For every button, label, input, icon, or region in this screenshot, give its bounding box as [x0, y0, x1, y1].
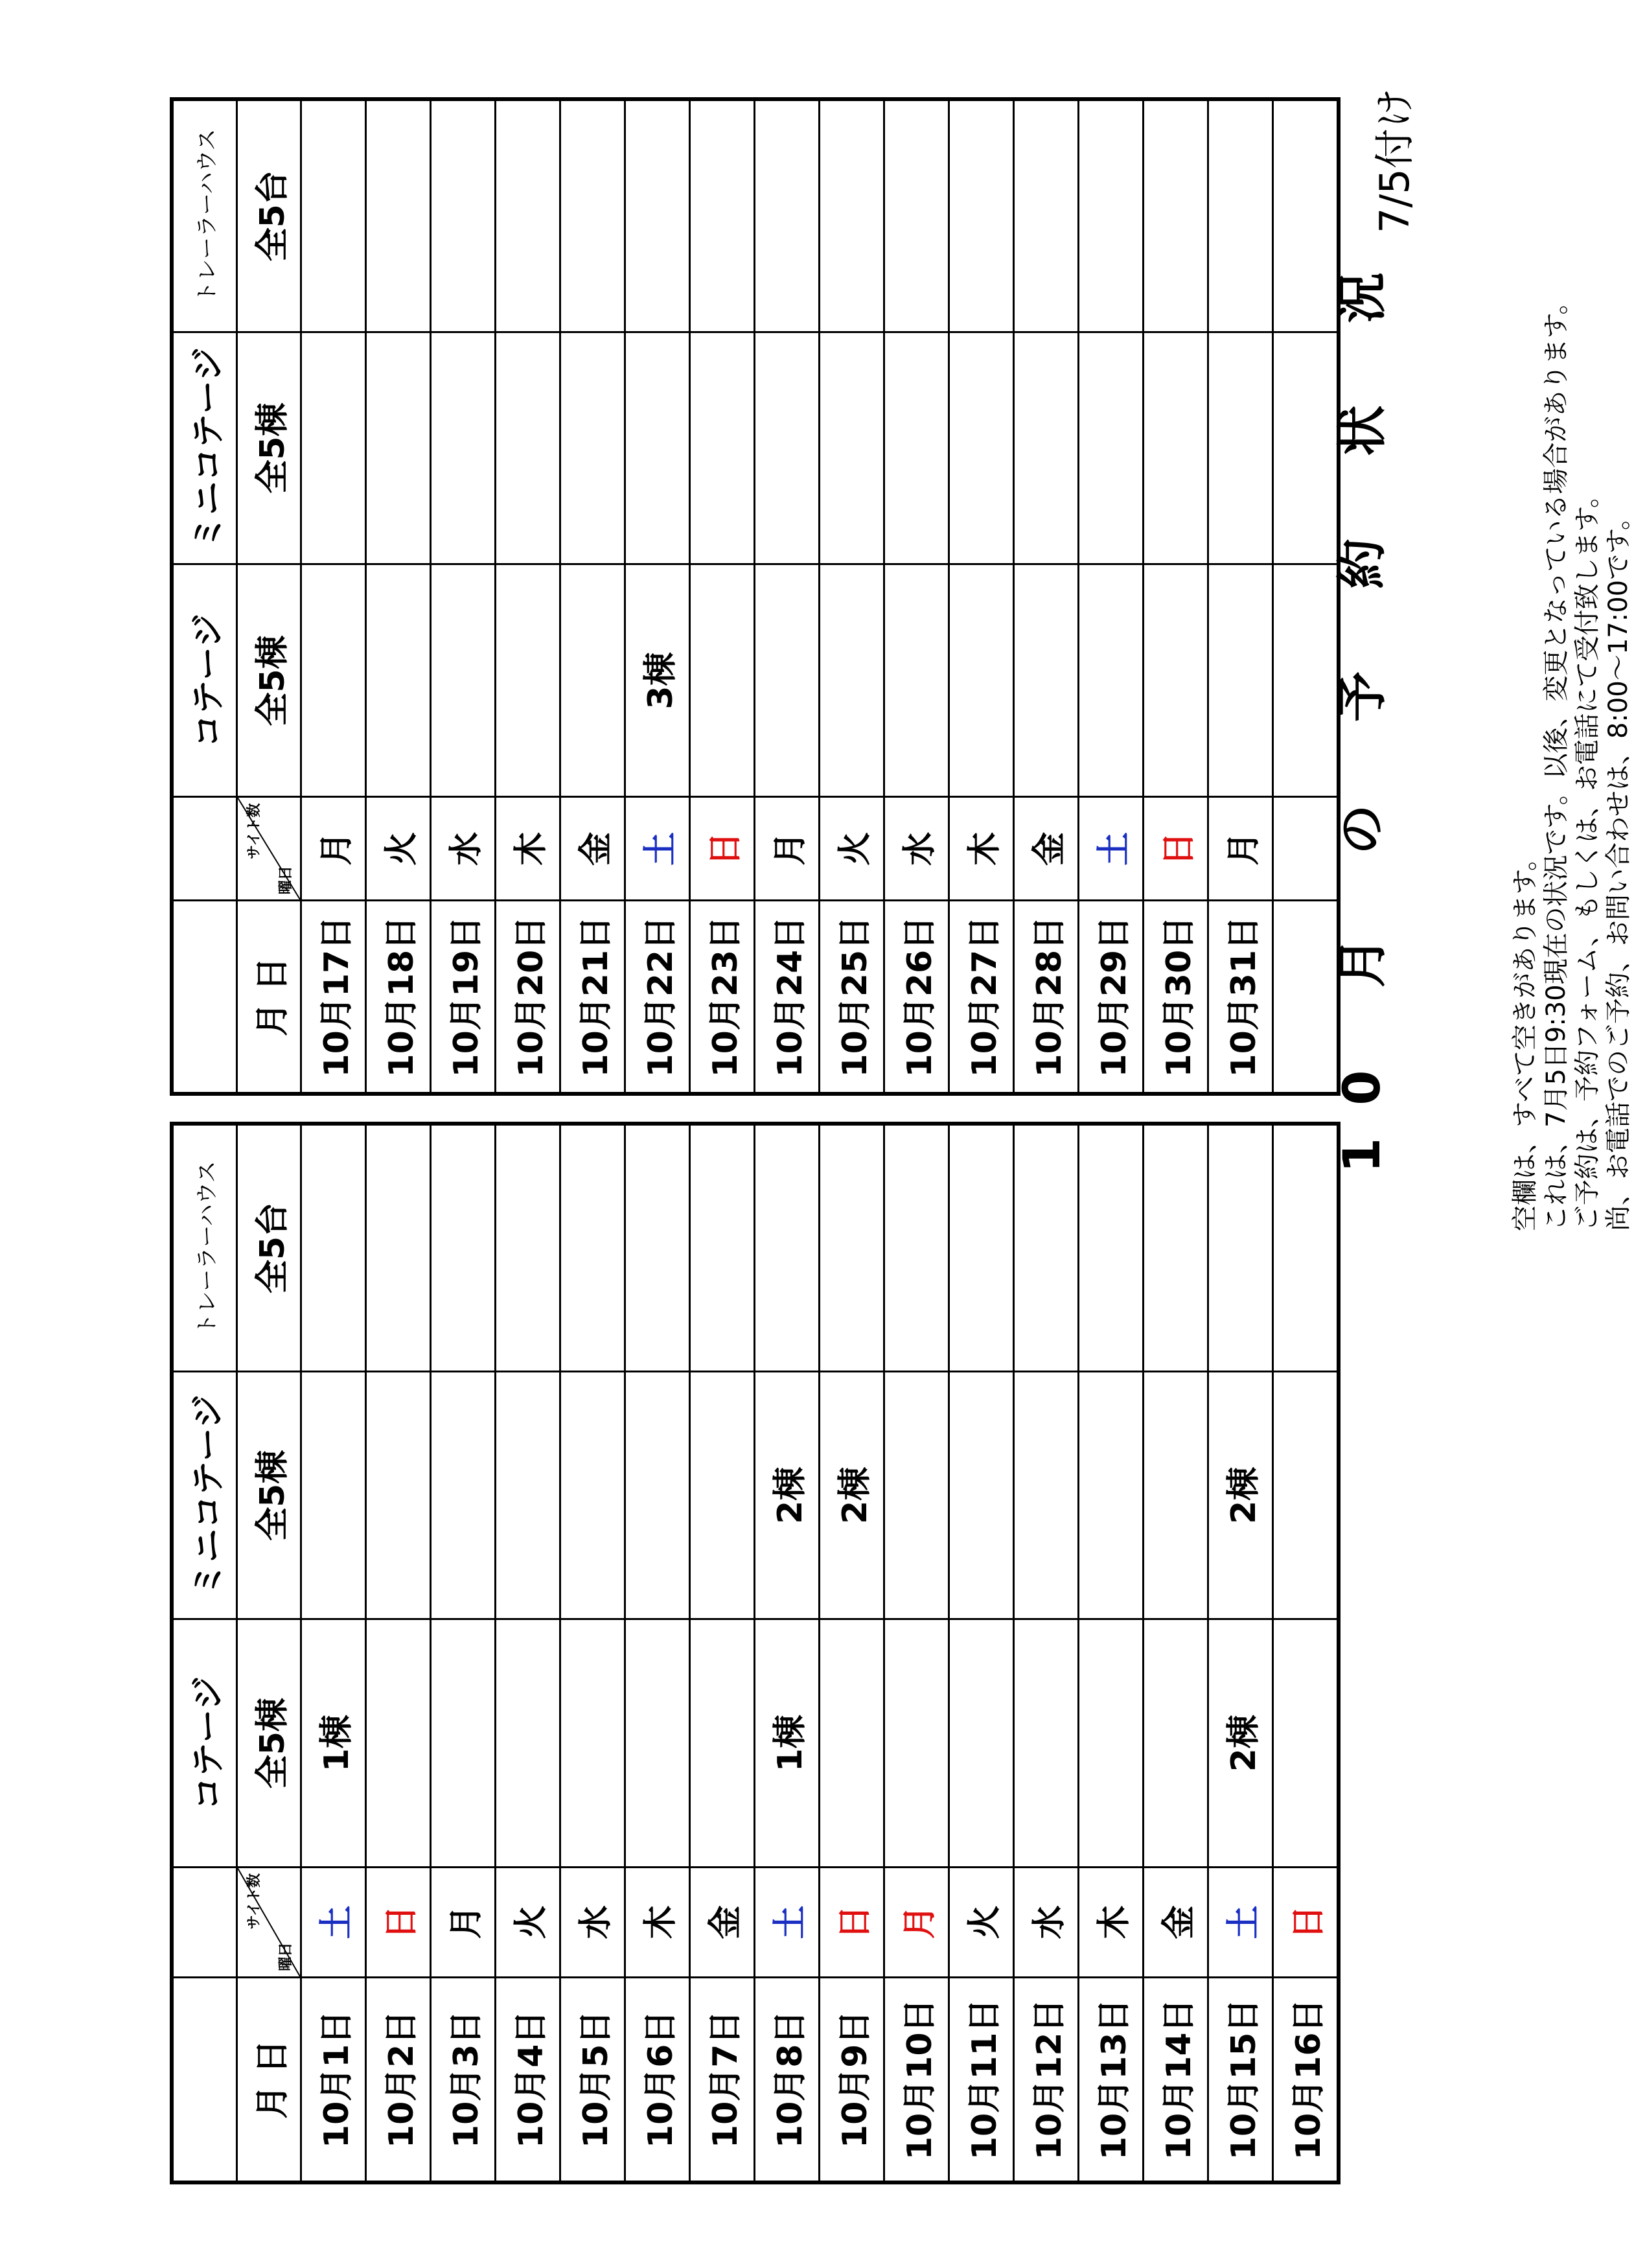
table-row: [431, 1124, 496, 2182]
mini-cottage-availability-cell: [949, 332, 1014, 564]
total-trailer-house: 全5台: [237, 99, 301, 332]
diagonal-header-cell: [237, 797, 301, 901]
table-row: [496, 99, 560, 1094]
table-row: [366, 99, 431, 1094]
cottage-availability-cell: [1079, 564, 1144, 797]
weekday-cell: 火: [496, 1867, 560, 1977]
cottage-availability-cell: [1273, 564, 1339, 797]
mini-cottage-availability-cell: [560, 1372, 625, 1619]
diagonal-header-cell: [237, 1867, 301, 1977]
header-blank: [172, 1977, 237, 2182]
table-row: [1144, 1124, 1208, 2182]
date-cell: 10月11日: [949, 1977, 1014, 2182]
table-row: [949, 99, 1014, 1094]
trailer-availability-cell: [884, 99, 949, 332]
header-blank: [172, 797, 237, 901]
mini-cottage-availability-cell: 2棟: [755, 1372, 820, 1619]
dow-label: 曜日: [278, 866, 294, 895]
date-cell: 10月23日: [690, 901, 755, 1094]
weekday-cell: 月: [1208, 797, 1273, 901]
table-row: [820, 99, 884, 1094]
trailer-availability-cell: [1273, 99, 1339, 332]
date-cell: [1273, 901, 1339, 1094]
mini-cottage-availability-cell: [496, 1372, 560, 1619]
table-row: [301, 1124, 366, 2182]
cottage-availability-cell: [690, 1619, 755, 1867]
cottage-availability-cell: [431, 1619, 496, 1867]
sites-label: サイト数: [246, 803, 262, 859]
mini-cottage-availability-cell: [884, 1372, 949, 1619]
page-title: 10 月 の 予 約 状 況: [1333, 240, 1392, 1173]
trailer-availability-cell: [1208, 1124, 1273, 1372]
trailer-availability-cell: [431, 99, 496, 332]
header-row-totals: [237, 99, 301, 1094]
trailer-availability-cell: [755, 1124, 820, 1372]
table-row: [1208, 99, 1273, 1094]
mini-cottage-availability-cell: [496, 332, 560, 564]
trailer-availability-cell: [625, 1124, 690, 1372]
date-cell: 10月18日: [366, 901, 431, 1094]
date-cell: 10月28日: [1014, 901, 1079, 1094]
date-cell: 10月9日: [820, 1977, 884, 2182]
header-blank: [172, 1867, 237, 1977]
mini-cottage-availability-cell: [1014, 1372, 1079, 1619]
cottage-availability-cell: [560, 564, 625, 797]
date-cell: 10月8日: [755, 1977, 820, 2182]
cottage-availability-cell: [496, 1619, 560, 1867]
mini-cottage-availability-cell: 2棟: [820, 1372, 884, 1619]
schedule-table-left: [170, 1122, 1341, 2184]
weekday-cell: [1273, 797, 1339, 901]
weekday-cell: 土: [1208, 1867, 1273, 1977]
table-row: [1014, 1124, 1079, 2182]
table-row: [560, 1124, 625, 2182]
date-cell: 10月10日: [884, 1977, 949, 2182]
date-cell: 10月30日: [1144, 901, 1208, 1094]
mini-cottage-availability-cell: [884, 332, 949, 564]
table-row: [1144, 99, 1208, 1094]
cottage-availability-cell: [1273, 1619, 1339, 1867]
trailer-availability-cell: [1144, 1124, 1208, 1372]
table-row: [884, 1124, 949, 2182]
date-cell: 10月4日: [496, 1977, 560, 2182]
weekday-cell: 木: [496, 797, 560, 901]
trailer-availability-cell: [1208, 99, 1273, 332]
type-header-trailer-house: トレーラーハウス: [172, 99, 237, 332]
table-row: [755, 99, 820, 1094]
trailer-availability-cell: [301, 99, 366, 332]
header-row-names: [172, 1124, 237, 2182]
table-row: [755, 1124, 820, 2182]
date-cell: 10月24日: [755, 901, 820, 1094]
mini-cottage-availability-cell: [1273, 1372, 1339, 1619]
mini-cottage-availability-cell: [755, 332, 820, 564]
cottage-availability-cell: [1144, 1619, 1208, 1867]
weekday-cell: 木: [949, 797, 1014, 901]
note-line: 空欄は、すべて空きがあります。: [1510, 845, 1540, 1231]
trailer-availability-cell: [496, 1124, 560, 1372]
date-cell: 10月1日: [301, 1977, 366, 2182]
trailer-availability-cell: [690, 1124, 755, 1372]
date-cell: 10月25日: [820, 901, 884, 1094]
date-cell: 10月29日: [1079, 901, 1144, 1094]
cottage-availability-cell: [1014, 1619, 1079, 1867]
total-cottage: 全5棟: [237, 1619, 301, 1867]
trailer-availability-cell: [366, 1124, 431, 1372]
table-row: [625, 99, 690, 1094]
table-row: [1014, 99, 1079, 1094]
date-cell: 10月6日: [625, 1977, 690, 2182]
trailer-availability-cell: [560, 99, 625, 332]
mini-cottage-availability-cell: [366, 1372, 431, 1619]
table-row: [1079, 1124, 1144, 2182]
cottage-availability-cell: [949, 564, 1014, 797]
table-row: [690, 99, 755, 1094]
weekday-cell: 水: [1014, 1867, 1079, 1977]
cottage-availability-cell: [366, 1619, 431, 1867]
weekday-cell: 金: [1144, 1867, 1208, 1977]
weekday-cell: 木: [1079, 1867, 1144, 1977]
mini-cottage-availability-cell: [1273, 332, 1339, 564]
mini-cottage-availability-cell: [1144, 332, 1208, 564]
weekday-cell: 月: [301, 797, 366, 901]
date-cell: 10月15日: [1208, 1977, 1273, 2182]
table-row: [884, 99, 949, 1094]
total-mini-cottage: 全5棟: [237, 332, 301, 564]
mini-cottage-availability-cell: [690, 1372, 755, 1619]
mini-cottage-availability-cell: [366, 332, 431, 564]
mini-cottage-availability-cell: 2棟: [1208, 1372, 1273, 1619]
date-label: 7/5付け: [1371, 88, 1418, 233]
date-cell: 10月3日: [431, 1977, 496, 2182]
weekday-cell: 金: [560, 797, 625, 901]
date-cell: 10月14日: [1144, 1977, 1208, 2182]
weekday-cell: 日: [690, 797, 755, 901]
header-row-names: [172, 99, 237, 1094]
weekday-cell: 月: [755, 797, 820, 901]
weekday-cell: 土: [1079, 797, 1144, 901]
trailer-availability-cell: [625, 99, 690, 332]
cottage-availability-cell: 1棟: [755, 1619, 820, 1867]
weekday-cell: 月: [884, 1867, 949, 1977]
trailer-availability-cell: [949, 99, 1014, 332]
cottage-availability-cell: [1144, 564, 1208, 797]
cottage-availability-cell: 3棟: [625, 564, 690, 797]
trailer-availability-cell: [1079, 1124, 1144, 1372]
date-cell: 10月17日: [301, 901, 366, 1094]
cottage-availability-cell: [884, 1619, 949, 1867]
date-cell: 10月26日: [884, 901, 949, 1094]
date-column-header: 月 日: [237, 901, 301, 1094]
mini-cottage-availability-cell: [431, 1372, 496, 1619]
mini-cottage-availability-cell: [690, 332, 755, 564]
date-cell: 10月5日: [560, 1977, 625, 2182]
mini-cottage-availability-cell: [1079, 1372, 1144, 1619]
date-cell: 10月16日: [1273, 1977, 1339, 2182]
trailer-availability-cell: [1014, 1124, 1079, 1372]
cottage-availability-cell: [366, 564, 431, 797]
mini-cottage-availability-cell: [625, 1372, 690, 1619]
mini-cottage-availability-cell: [301, 332, 366, 564]
date-cell: 10月13日: [1079, 1977, 1144, 2182]
table-row: [625, 1124, 690, 2182]
weekday-cell: 水: [884, 797, 949, 901]
date-cell: 10月19日: [431, 901, 496, 1094]
cottage-availability-cell: [690, 564, 755, 797]
table-row: [1079, 99, 1144, 1094]
date-cell: 10月21日: [560, 901, 625, 1094]
trailer-availability-cell: [366, 99, 431, 332]
schedule-body-right: [172, 99, 1339, 1094]
date-cell: 10月22日: [625, 901, 690, 1094]
header-row-totals: [237, 1124, 301, 2182]
total-mini-cottage: 全5棟: [237, 1372, 301, 1619]
trailer-availability-cell: [820, 99, 884, 332]
table-row: [366, 1124, 431, 2182]
date-cell: 10月7日: [690, 1977, 755, 2182]
mini-cottage-availability-cell: [560, 332, 625, 564]
header-blank: [172, 901, 237, 1094]
trailer-availability-cell: [820, 1124, 884, 1372]
dow-label: 曜日: [278, 1942, 294, 1971]
weekday-cell: 火: [949, 1867, 1014, 1977]
table-row: [1208, 1124, 1273, 2182]
trailer-availability-cell: [431, 1124, 496, 1372]
table-row: [820, 1124, 884, 2182]
mini-cottage-availability-cell: [625, 332, 690, 564]
mini-cottage-availability-cell: [820, 332, 884, 564]
cottage-availability-cell: [820, 1619, 884, 1867]
table-row: [496, 1124, 560, 2182]
trailer-availability-cell: [1079, 99, 1144, 332]
weekday-cell: 日: [1144, 797, 1208, 901]
total-trailer-house: 全5台: [237, 1124, 301, 1372]
mini-cottage-availability-cell: [949, 1372, 1014, 1619]
date-cell: 10月12日: [1014, 1977, 1079, 2182]
mini-cottage-availability-cell: [1079, 332, 1144, 564]
table-row: [431, 99, 496, 1094]
table-row: [301, 99, 366, 1094]
weekday-cell: 火: [820, 797, 884, 901]
sites-label: サイト数: [246, 1873, 262, 1930]
trailer-availability-cell: [1144, 99, 1208, 332]
weekday-cell: 土: [625, 797, 690, 901]
note-line: ご予約は、予約フォーム、もしくは、お電話にて受付致します。: [1572, 482, 1602, 1231]
weekday-cell: 水: [431, 797, 496, 901]
trailer-availability-cell: [1014, 99, 1079, 332]
cottage-availability-cell: [1079, 1619, 1144, 1867]
cottage-availability-cell: [1208, 564, 1273, 797]
weekday-cell: 金: [1014, 797, 1079, 901]
weekday-cell: 日: [820, 1867, 884, 1977]
trailer-availability-cell: [884, 1124, 949, 1372]
weekday-cell: 月: [431, 1867, 496, 1977]
trailer-availability-cell: [560, 1124, 625, 1372]
cottage-availability-cell: [884, 564, 949, 797]
table-row: [1273, 1124, 1339, 2182]
weekday-cell: 土: [301, 1867, 366, 1977]
weekday-cell: 木: [625, 1867, 690, 1977]
mini-cottage-availability-cell: [1144, 1372, 1208, 1619]
trailer-availability-cell: [949, 1124, 1014, 1372]
note-line: 尚、お電話でのご予約、お問い合わせは、8:00～17:00です。: [1604, 504, 1633, 1231]
cottage-availability-cell: [1014, 564, 1079, 797]
weekday-cell: 金: [690, 1867, 755, 1977]
date-cell: 10月31日: [1208, 901, 1273, 1094]
mini-cottage-availability-cell: [431, 332, 496, 564]
type-header-mini-cottage: ミニコテージ: [172, 1372, 237, 1619]
cottage-availability-cell: [496, 564, 560, 797]
date-cell: 10月27日: [949, 901, 1014, 1094]
mini-cottage-availability-cell: [301, 1372, 366, 1619]
weekday-cell: 日: [1273, 1867, 1339, 1977]
cottage-availability-cell: [431, 564, 496, 797]
trailer-availability-cell: [301, 1124, 366, 1372]
weekday-cell: 火: [366, 797, 431, 901]
cottage-availability-cell: [820, 564, 884, 797]
mini-cottage-availability-cell: [1014, 332, 1079, 564]
trailer-availability-cell: [1273, 1124, 1339, 1372]
type-header-cottage: コテージ: [172, 1619, 237, 1867]
date-column-header: 月 日: [237, 1977, 301, 2182]
date-cell: 10月20日: [496, 901, 560, 1094]
note-line: これは、7月5日9:30現在の状況です。以後、変更となっている場合があります。: [1541, 288, 1571, 1231]
table-row: [949, 1124, 1014, 2182]
schedule-table-right: [170, 97, 1341, 1096]
cottage-availability-cell: [755, 564, 820, 797]
cottage-availability-cell: 2棟: [1208, 1619, 1273, 1867]
mini-cottage-availability-cell: [1208, 332, 1273, 564]
date-cell: 10月2日: [366, 1977, 431, 2182]
table-row: [690, 1124, 755, 2182]
weekday-cell: 水: [560, 1867, 625, 1977]
cottage-availability-cell: [560, 1619, 625, 1867]
notes: [1510, 130, 1634, 1231]
cottage-availability-cell: [949, 1619, 1014, 1867]
weekday-cell: 土: [755, 1867, 820, 1977]
cottage-availability-cell: [625, 1619, 690, 1867]
type-header-trailer-house: トレーラーハウス: [172, 1124, 237, 1372]
type-header-mini-cottage: ミニコテージ: [172, 332, 237, 564]
trailer-availability-cell: [496, 99, 560, 332]
cottage-availability-cell: [301, 564, 366, 797]
cottage-availability-cell: 1棟: [301, 1619, 366, 1867]
type-header-cottage: コテージ: [172, 564, 237, 797]
trailer-availability-cell: [690, 99, 755, 332]
table-row: [560, 99, 625, 1094]
trailer-availability-cell: [755, 99, 820, 332]
schedule-body-left: [172, 1124, 1339, 2182]
weekday-cell: 日: [366, 1867, 431, 1977]
table-row: [1273, 99, 1339, 1094]
total-cottage: 全5棟: [237, 564, 301, 797]
